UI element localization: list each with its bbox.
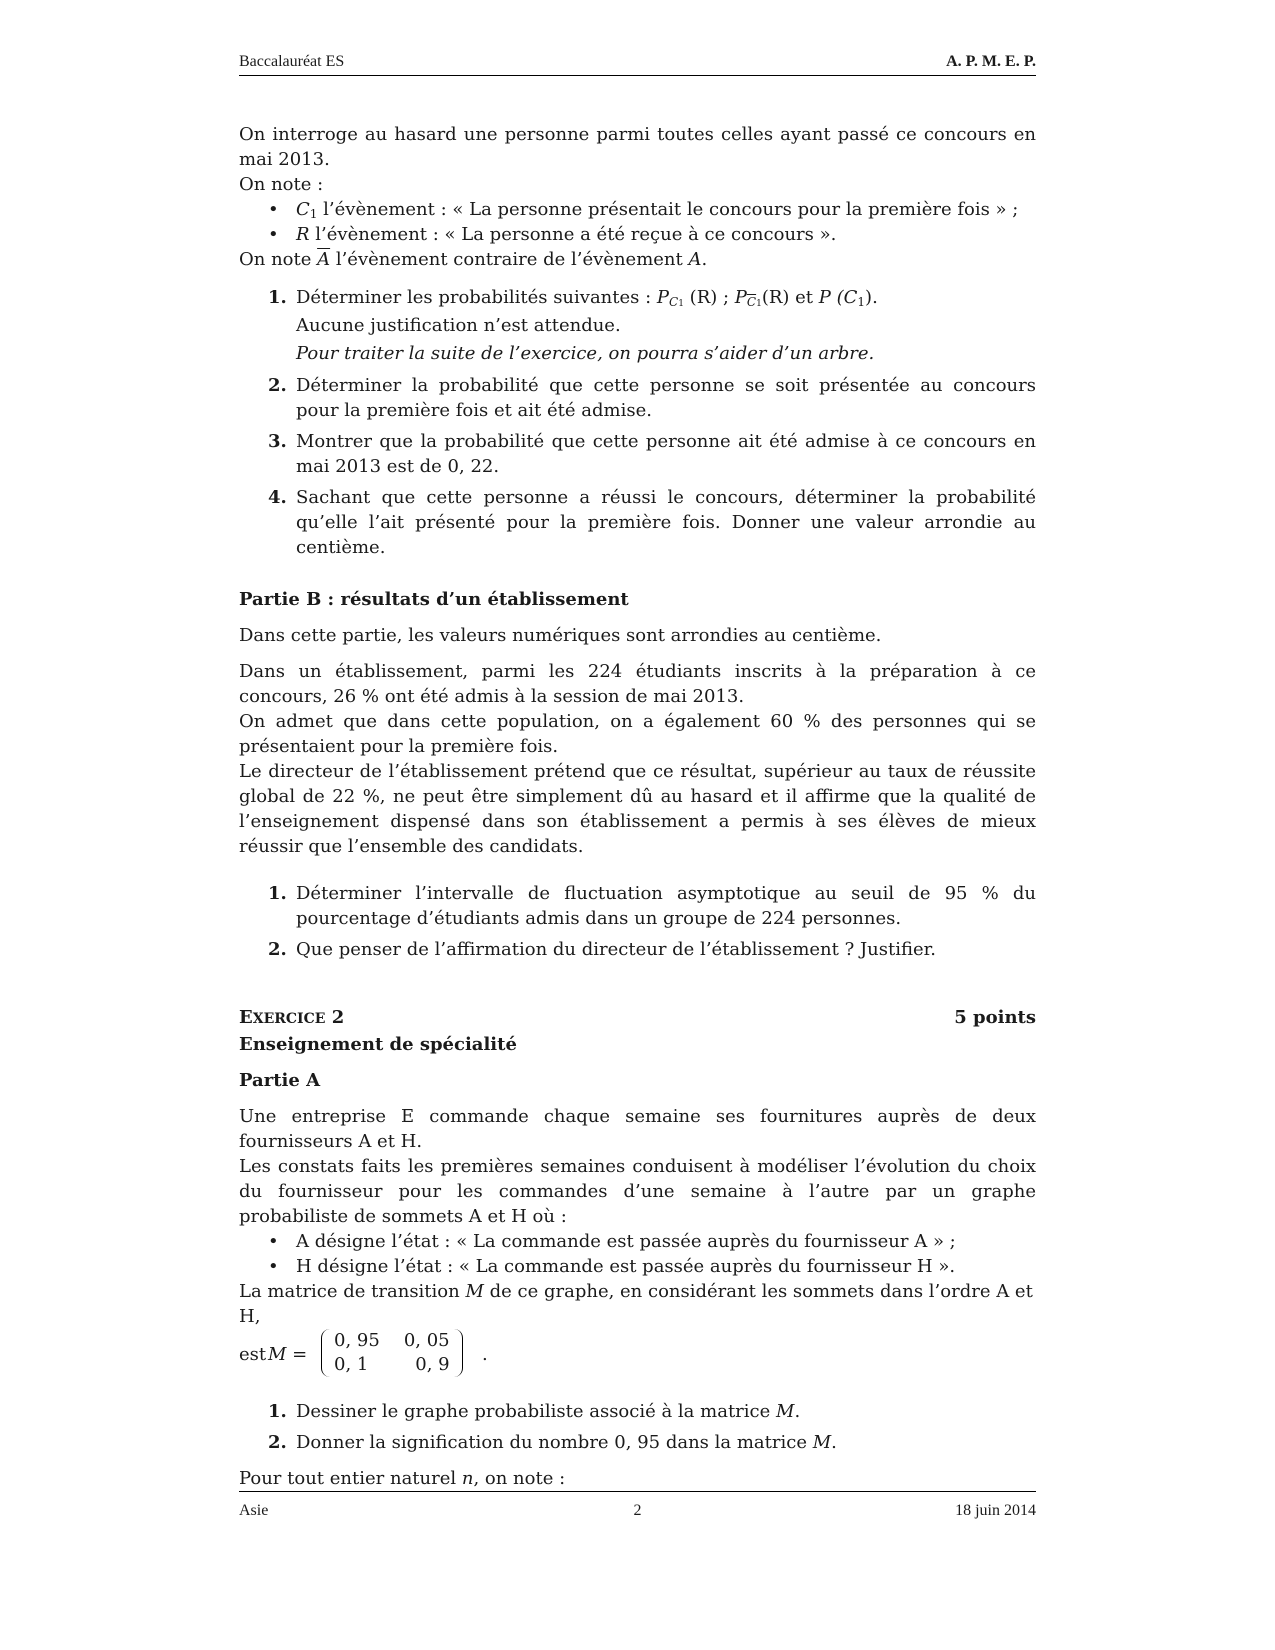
bullet-icon: • (268, 1256, 279, 1277)
partb-p2a: Dans un établissement, parmi les 224 étudiants inscrits à la préparation à ce concours, 26 % ont été admis à la session de mai 2013. (239, 661, 1036, 707)
exercise-2 (239, 1005, 1036, 1491)
footer-rule (239, 1491, 1036, 1492)
question-1: 1. Déterminer les probabilités suivantes : $P_{C1}$ (R) ; $P_{\overline{C}1}(R)$ et P $(C_1)$. Aucune justification n’est attendue. Pour traiter la suite de l’exercice, on pourra s’aider d’un arbre. (268, 287, 878, 364)
page-number: 2 (633, 1502, 642, 1519)
bullet-icon: • (268, 224, 279, 245)
partb-p1: Dans cette partie, les valeurs numériques sont arrondies au centième. (239, 625, 882, 646)
exercise-title: EXERCICE 2 (239, 1007, 345, 1028)
bullet-icon: • (268, 1231, 279, 1252)
exercise-title-row (239, 1005, 1036, 1032)
exercise-p1: Une entreprise E commande chaque semaine ses fournitures auprès de deux fournisseurs A et H. (239, 1106, 1036, 1152)
bullet-r: • R l’évènement : « La personne a été reçue à ce concours ». (268, 224, 837, 245)
footer-left: Asie (239, 1502, 269, 1519)
parta-questions (239, 285, 1036, 560)
on-note: On note : (239, 174, 324, 195)
exercise-question-1: 1. Dessiner le graphe probabiliste associé à la matrice M. (268, 1401, 801, 1422)
transition-matrix: 0, 95 0, 05 0, 1 0, 9 (321, 1329, 463, 1377)
partb-block (239, 587, 1036, 962)
exercise-partie: Partie A (239, 1070, 321, 1091)
partb-title: Partie B : résultats d’un établissement (239, 589, 629, 610)
header-right: A. P. M. E. P. (946, 53, 1036, 70)
partb-question-2: 2. Que penser de l’affirmation du directeur de l’établissement ? Justifier. (268, 939, 937, 960)
bullet-icon: • (268, 199, 279, 220)
page-footer (239, 1501, 1036, 1523)
page-header (239, 52, 1036, 76)
header-rule (239, 75, 1036, 76)
exercise-points: 5 points (954, 1007, 1036, 1028)
partb-question-1: 1. Déterminer l’intervalle de fluctuation asymptotique au seuil de 95 % du pourcentage d’étudiants admis dans un groupe de 224 personnes. (268, 883, 1036, 929)
question-4: 4. Sachant que cette personne a réussi le concours, déterminer la probabilité qu’elle l’ait présenté pour la première fois. Donner une valeur arrondie au centième. (268, 487, 1036, 558)
intro-line: On interroge au hasard une personne parmi toutes celles ayant passé ce concours en mai 2013. (239, 124, 1036, 170)
partb-p2c: Le directeur de l’établissement prétend que ce résultat, supérieur au taux de réussite global de 22 %, ne peut être simplement dû au hasard et il affirme que la qualité de l’enseignement dispensé dans son établissement a permis à ses élèves de mieux réussir que l’ensemble des candidats. (239, 761, 1036, 857)
exercise-last-line: Pour tout entier naturel n, on note : (239, 1468, 566, 1489)
footer-date: 18 juin 2014 (955, 1502, 1036, 1519)
partb-p2b: On admet que dans cette population, on a également 60 % des personnes qui se présentaient pour la première fois. (239, 711, 1036, 757)
question-2: 2. Déterminer la probabilité que cette personne se soit présentée au concours pour la première fois et ait été admise. (268, 375, 1036, 421)
question-3: 3. Montrer que la probabilité que cette personne ait été admise à ce concours en mai 2013 est de 0, 22. (268, 431, 1036, 477)
exercise-bullet-h: • H désigne l’état : « La commande est passée auprès du fournisseur H ». (268, 1256, 956, 1277)
exercise-subtitle: Enseignement de spécialité (239, 1034, 517, 1055)
matrix-line: est M = 0, 95 0, 05 0, 1 0, 9 . (239, 1330, 488, 1375)
contraire-line: On note $\overline{A}$ l’évènement contraire de l’évènement A. (239, 249, 708, 270)
bullet-c1: • $C_1$ l’évènement : « La personne présentait le concours pour la première fois » ; (268, 199, 1019, 221)
exercise-question-2: 2. Donner la signification du nombre 0, 95 dans la matrice M. (268, 1432, 837, 1453)
matrix-intro: La matrice de transition M de ce graphe, en considérant les sommets dans l’ordre A et H, (239, 1281, 1033, 1327)
intro-block (239, 122, 1036, 272)
header-left: Baccalauréat ES (239, 53, 345, 70)
exercise-p2: Les constats faits les premières semaines conduisent à modéliser l’évolution du choix du fournisseur pour les commandes d’une semaine à l’autre par un graphe probabiliste de sommets A et H où : (239, 1156, 1036, 1227)
exercise-bullet-a: • A désigne l’état : « La commande est passée auprès du fournisseur A » ; (268, 1231, 956, 1252)
